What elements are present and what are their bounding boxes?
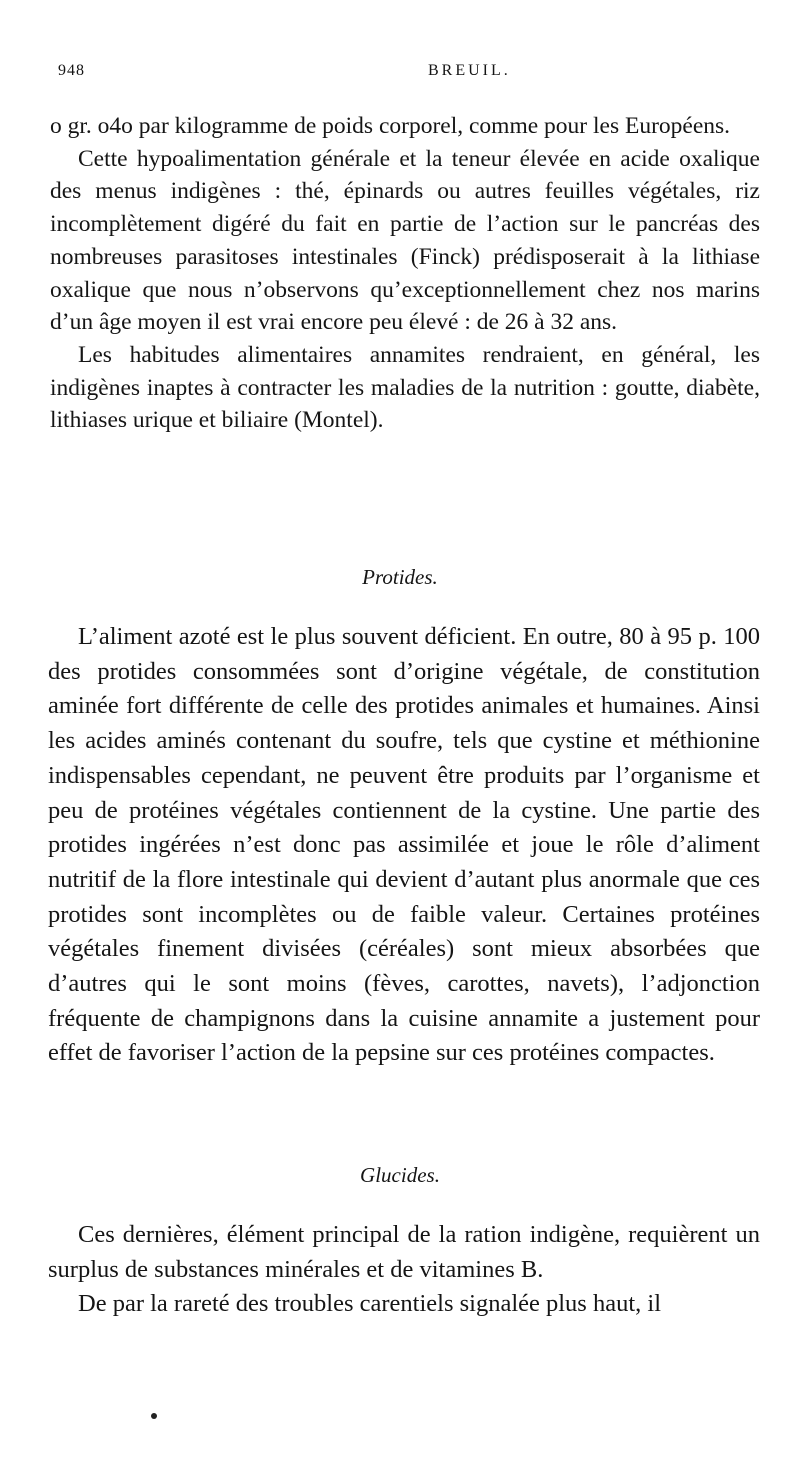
- page-number: 948: [58, 62, 85, 79]
- paragraph-protides: L’aliment azoté est le plus souvent déficient. En outre, 80 à 95 p. 100 des protides consommées sont d’origine végétale, de constitution aminée fort différente de celle des protides animales et humaines. Ainsi les acides aminés contenant du soufre, tels que cystine et méthionine indispensables cependant, ne peuvent être produits par l’organisme et peu de protéines végétales contiennent de la cystine. Une partie des protides ingérées n’est donc pas assimilée et joue le rôle d’aliment nutritif de la flore intestinale qui devient d’autant plus anormale que ces protides sont incomplètes ou de faible valeur. Certaines protéines végétales finement divisées (céréales) sont mieux absorbées que d’autres qui le sont moins (fèves, carottes, navets), l’adjonction fréquente de champignons dans la cuisine annamite a justement pour effet de favoriser l’action de la pepsine sur ces protéines compactes.: [48, 623, 760, 1067]
- section-heading-glucides: Glucides.: [360, 1163, 440, 1187]
- section-intro: [50, 110, 760, 437]
- ink-dot: [151, 1413, 157, 1419]
- section-heading-protides: Protides.: [362, 565, 438, 589]
- paragraph-habitudes: Les habitudes alimentaires annamites rendraient, en général, les indigènes inaptes à contracter les maladies de la nutrition : goutte, diabète, lithiases urique et biliaire (Montel).: [50, 341, 760, 434]
- running-head: BREUIL.: [428, 62, 511, 79]
- paragraph-hypoalimentation: Cette hypoalimentation générale et la teneur élevée en acide oxalique des menus indigènes : thé, épinards ou autres feuilles végétales, riz incomplètement digéré du fait en partie de l’action sur le pancréas des nombreuses parasitoses intestinales (Finck) prédisposerait à la lithiase oxalique que nous n’observons qu’exceptionnellement chez nos marins d’un âge moyen il est vrai encore peu élevé : de 26 à 32 ans.: [50, 145, 760, 336]
- section-protides: [48, 620, 760, 1071]
- page-header: [58, 62, 758, 86]
- paragraph-continued: o gr. o4o par kilogramme de poids corporel, comme pour les Européens.: [50, 113, 731, 139]
- section-glucides: [48, 1218, 760, 1322]
- paragraph-glucides-2: De par la rareté des troubles carentiels signalée plus haut, il: [78, 1290, 662, 1318]
- paragraph-glucides-1: Ces dernières, élément principal de la ration indigène, requièrent un surplus de substances minérales et de vitamines B.: [48, 1221, 760, 1283]
